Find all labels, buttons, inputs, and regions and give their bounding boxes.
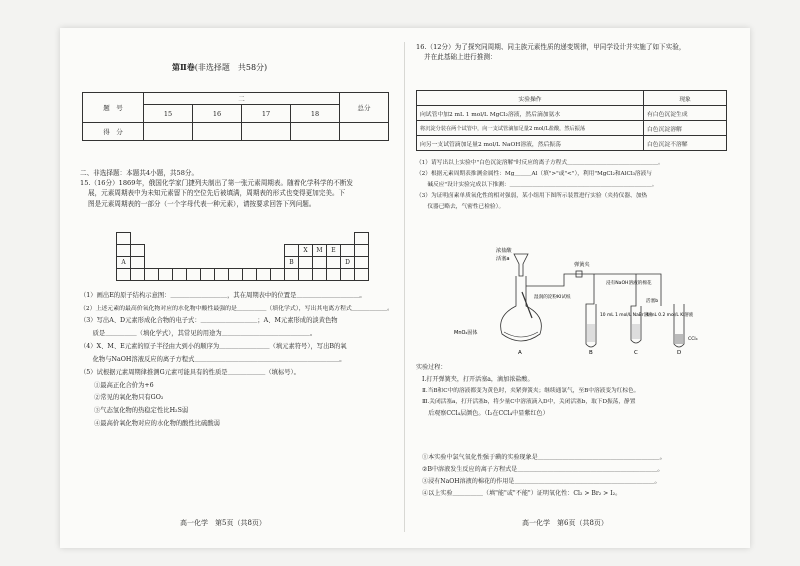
label-a: A <box>518 350 522 356</box>
score-row-label: 得 分 <box>83 123 144 141</box>
label-spring-clamp: 弹簧夹 <box>574 262 590 268</box>
question-line: 碱反应"设计实验完成以下推测：＿＿＿＿＿＿＿＿＿＿＿＿＿＿＿＿＿＿＿＿＿＿＿＿＿。 <box>416 182 658 189</box>
delivery-tube <box>526 274 661 306</box>
table-row <box>417 106 727 121</box>
right-intro <box>416 42 734 62</box>
intro-line: 16.（12分）为了探究同周期、同主族元素性质的递变规律，甲同学设计并实施了如下实验， <box>416 43 686 51</box>
score-col-17: 17 <box>242 105 291 123</box>
table-header-result: 现象 <box>644 91 727 106</box>
score-cell-total[interactable] <box>340 123 389 141</box>
score-cell-16[interactable] <box>193 123 242 141</box>
left-questions <box>80 290 392 431</box>
table-cell: 向另一支试管滴加足量2 mol/L NaOH溶液，然后振荡 <box>417 136 644 151</box>
question-line: 仪器已略去，气密性已检验）。 <box>416 204 505 211</box>
question-line: （3）写出A、D元素形成化合物的电子式：＿＿＿＿＿＿＿＿＿；A、M元素形成的淡黄色物 <box>80 317 338 324</box>
left-intro <box>80 168 392 209</box>
label-mno2: MnO₂固体 <box>454 330 478 336</box>
options <box>80 380 392 432</box>
score-group-label: 二 <box>144 93 340 105</box>
question-line: ④以上实验＿＿＿＿＿（填"能"或"不能"）证明氧化性：Cl₂ > Br₂ > I₂。 <box>422 489 622 497</box>
right-process <box>416 362 734 420</box>
question-line: （4）X、M、E元素的原子半径由大到小的顺序为＿＿＿＿＿＿＿＿（填元素符号），写出B的氧 <box>80 342 347 350</box>
left-footer: 高一化学 第5页（共8页） <box>180 519 266 527</box>
label-naoh-cotton: 浸有NaOH溶液的棉花 <box>606 281 652 286</box>
question-line: 化物与NaOH溶液反应的离子方程式＿＿＿＿＿＿＿＿＿＿＿＿＿＿＿＿＿＿＿＿＿＿＿。 <box>80 355 346 363</box>
right-footer: 高一化学 第6页（共8页） <box>522 519 608 527</box>
right-questions-a <box>416 158 734 214</box>
score-col-18: 18 <box>291 105 340 123</box>
question-line: （5）试根据元素周期律推测G元素可能具有的性质是＿＿＿＿＿＿（填标号）。 <box>80 368 300 376</box>
section-title-sub: (非选择题 共58分) <box>194 63 268 72</box>
label-c: C <box>634 350 638 356</box>
question-line: ①本实验中氯气氧化性强于碘的实验现象是＿＿＿＿＿＿＿＿＿＿＿＿＿＿＿＿＿＿＿＿。 <box>422 454 666 461</box>
intro-line: 15.（16分）1869年，俄国化学家门捷列夫制出了第一张元素周期表。随着化学科学的不断发 <box>80 179 354 188</box>
question-line: （1）画出E的原子结构示意图：＿＿＿＿＿＿＿＿＿，其在周期表中的位置是＿＿＿＿＿＿＿＿＿＿。 <box>80 292 366 299</box>
intro-line: 展，元素周期表中为未知元素留下的空位先后被填满，周期表的形式也变得更加完美。下 <box>88 189 346 198</box>
process-step: Ⅲ.关闭活塞a，打开活塞b，将少量C中溶液滴入D中，关闭活塞b，取下D振荡，静置 <box>422 398 636 405</box>
process-title: 实验过程： <box>416 364 447 371</box>
question-line: ③浸有NaOH溶液的棉花的作用是＿＿＿＿＿＿＿＿＿＿＿＿＿＿＿＿＿＿＿＿＿＿＿。 <box>422 477 661 485</box>
question-line: （2）根据元素周期表推测金属性：Mg＿＿＿Al（填">"或"<"），利用"MgCl₂和AlCl₃溶液与 <box>416 171 652 178</box>
table-cell: 白色沉淀不溶解 <box>644 136 727 151</box>
score-col-16: 16 <box>193 105 242 123</box>
periodic-table-fragment <box>116 232 369 281</box>
ki-paper <box>522 292 532 318</box>
pt-cell-x: X <box>299 245 313 257</box>
table-header-op: 实验操作 <box>417 91 644 106</box>
option-item: ③气态氢化物的热稳定性比H₂S弱 <box>94 407 189 415</box>
apparatus-diagram <box>446 244 706 356</box>
question-line: 质是＿＿＿＿＿（填化学式），其常见的用途为＿＿＿＿＿＿＿＿＿＿＿＿＿＿。 <box>80 329 317 337</box>
label-ccl4: CCl₄ <box>688 337 698 342</box>
label-d: D <box>677 350 682 356</box>
intro-line: 图是元素周期表的一部分（一个字母代表一种元素），请按要求回答下列问题。 <box>88 199 316 208</box>
question-line: ②B中溶液发生反应的离子方程式是＿＿＿＿＿＿＿＿＿＿＿＿＿＿＿＿＿＿＿＿＿＿＿。 <box>422 465 664 473</box>
label-valve-b: 活塞b <box>646 299 659 304</box>
table-cell: 将沉淀分装在两个试管中，向一支试管滴加足量2 mol/L盐酸，然后振荡 <box>417 121 644 136</box>
table-cell: 白色沉淀溶解 <box>644 121 727 136</box>
separatory-funnel <box>514 254 528 276</box>
question-line: （3）为证明卤素单质氧化性的相对强弱，某小组用下图所示装置进行实验（夹持仪器、加热 <box>416 193 648 200</box>
process-step: Ⅱ.当B和C中的溶液都变为黄色时，夹紧弹簧夹；继续通氯气，至B中溶液变为红棕色。 <box>422 387 640 394</box>
score-col-15: 15 <box>144 105 193 123</box>
label-nabr: 10 mL 1 mol/L NaBr溶液 <box>600 313 653 318</box>
score-cell-15[interactable] <box>144 123 193 141</box>
label-b: B <box>589 350 593 356</box>
option-item: ④最高价氧化物对应的水化物的酸性比硫酸弱 <box>94 420 220 428</box>
intro-line: 二、非选择题：本题共4小题，共58分。 <box>80 169 199 177</box>
process-step: Ⅰ.打开弹簧夹，打开活塞a，滴加浓盐酸。 <box>422 375 534 383</box>
score-total-label: 总分 <box>340 93 389 123</box>
experiment-table <box>416 90 727 151</box>
table-cell: 向试管中加2 mL 1 mol/L MgCl₂溶液，然后滴加氨水 <box>417 106 644 121</box>
right-questions-b <box>416 452 734 500</box>
score-cell-17[interactable] <box>242 123 291 141</box>
pt-cell-b: B <box>285 257 299 269</box>
section-title-main: 第Ⅱ卷 <box>172 62 195 72</box>
pt-cell-m: M <box>313 245 327 257</box>
table-row <box>417 121 727 136</box>
label-ki-solution: 4 mL 0.2 mol/L KI溶液 <box>646 313 694 318</box>
pt-cell-d: D <box>341 257 355 269</box>
table-cell: 有白色沉淀生成 <box>644 106 727 121</box>
section-title <box>172 62 267 73</box>
score-table <box>82 92 389 141</box>
question-line: （1）请写出以上实验中"白色沉淀溶解"时反应的离子方程式＿＿＿＿＿＿＿＿＿＿＿＿＿＿＿＿。 <box>416 160 664 166</box>
question-line: （2）上述元素的最高价氧化物对应的水化物中酸性最强的是＿＿＿＿＿（填化学式），写出其电离方程式＿＿＿＿＿＿。 <box>80 305 394 312</box>
label-valve-a: 活塞a <box>496 256 510 262</box>
exam-sheet <box>60 28 750 548</box>
option-item: ②常见的氧化物只有GO₂ <box>94 394 164 402</box>
score-header-label: 题 号 <box>83 93 144 123</box>
option-item: ①最高正化合价为+6 <box>94 381 154 389</box>
score-cell-18[interactable] <box>291 123 340 141</box>
pt-cell-a: A <box>117 257 131 269</box>
table-row <box>417 136 727 151</box>
intro-line: 并在此基础上进行推测： <box>424 53 497 62</box>
label-conc-hcl: 浓盐酸 <box>496 248 512 254</box>
label-ki-paper: 湿润的淀粉KI试纸 <box>534 295 571 300</box>
page-divider <box>404 42 405 532</box>
pt-cell-e: E <box>327 245 341 257</box>
process-step: 后观察CCl₄层颜色。（I₂在CCl₄中显紫红色） <box>422 409 549 417</box>
